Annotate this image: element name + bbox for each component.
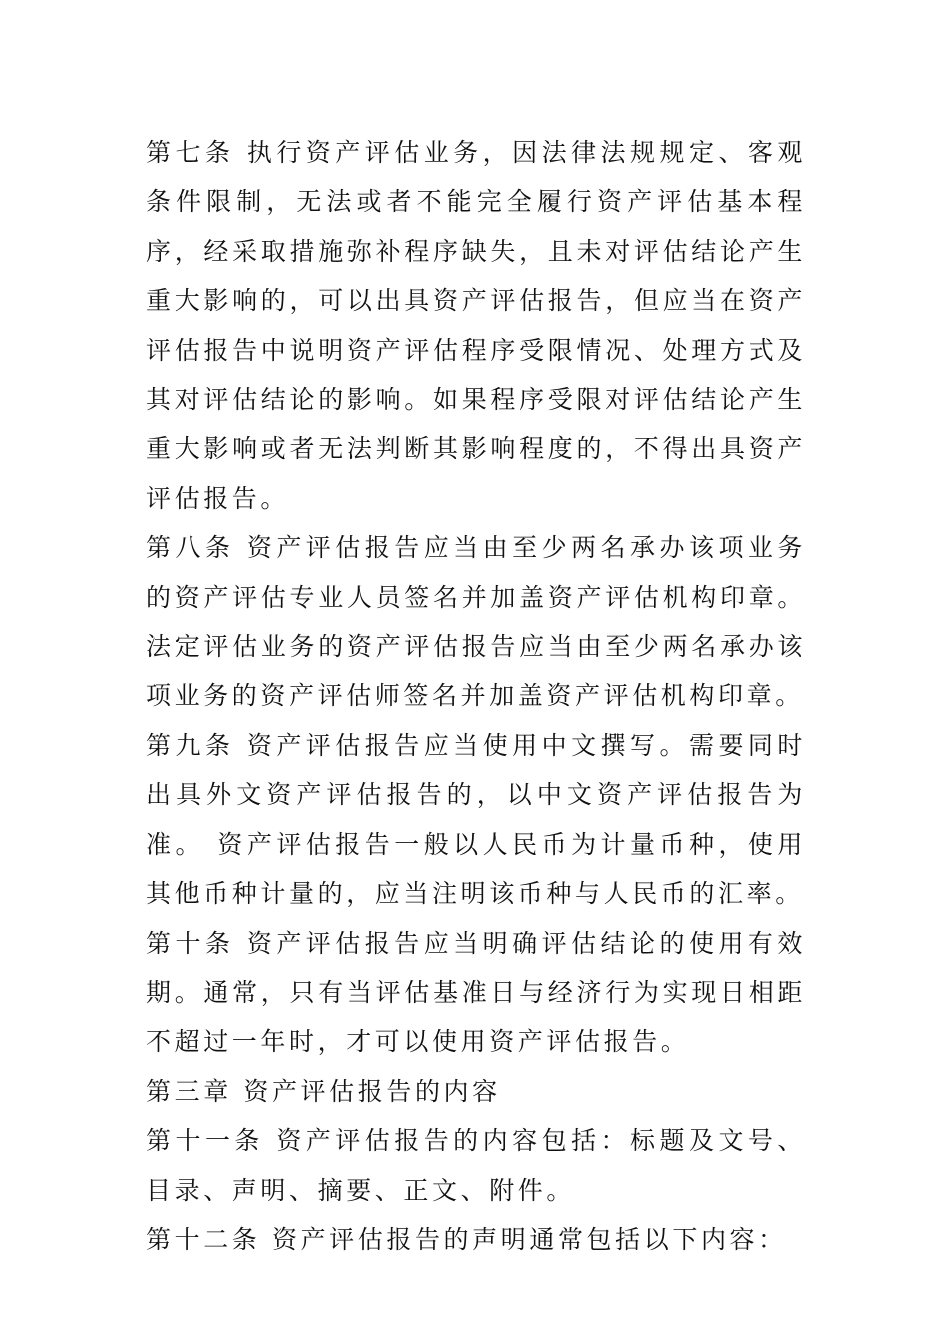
article-8-paragraph: 第八条 资产评估报告应当由至少两名承办该项业务的资产评估专业人员签名并加盖资产评估机构印章。 法定评估业务的资产评估报告应当由至少两名承办该项业务的资产评估师签名并加盖资产评估机构印章。 [146, 533, 806, 711]
article-10-paragraph: 第十条 资产评估报告应当明确评估结论的使用有效期。通常，只有当评估基准日与经济行为实现日相距不超过一年时，才可以使用资产评估报告。 [146, 928, 806, 1057]
article-12-paragraph: 第十二条 资产评估报告的声明通常包括以下内容： [146, 1224, 787, 1254]
article-7-paragraph: 第七条 执行资产评估业务，因法律法规规定、客观条件限制，无法或者不能完全履行资产评估基本程序，经采取措施弥补程序缺失，且未对评估结论产生重大影响的，可以出具资产评估报告，但应当在资产评估报告中说明资产评估程序受限情况、处理方式及其对评估结论的影响。如果程序受限对评估结论产生重大影响或者无法判断其影响程度的，不得出具资产评估报告。 [146, 138, 806, 513]
chapter-3-heading: 第三章 资产评估报告的内容 [146, 1076, 501, 1106]
document-body [146, 128, 806, 1264]
article-11-paragraph: 第十一条 资产评估报告的内容包括：标题及文号、目录、声明、摘要、正文、附件。 [146, 1126, 806, 1205]
article-9-paragraph: 第九条 资产评估报告应当使用中文撰写。需要同时出具外文资产评估报告的，以中文资产评估报告为准。 资产评估报告一般以人民币为计量币种，使用其他币种计量的，应当注明该币种与人民币的汇率。 [146, 730, 806, 909]
